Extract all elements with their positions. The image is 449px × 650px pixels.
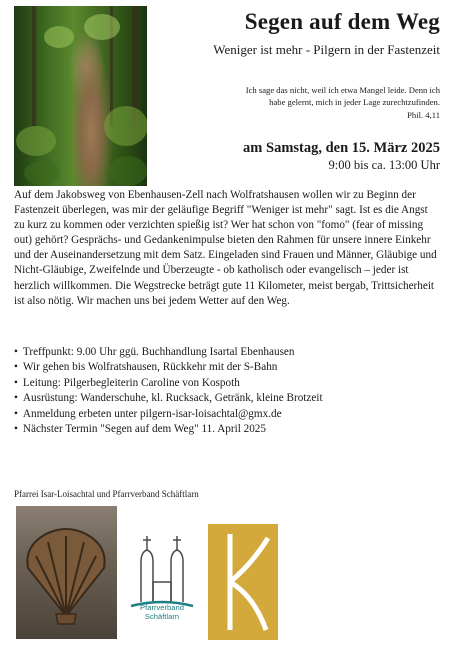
detail-route: • Wir gehen bis Wolfratshausen, Rückkehr mit der S-Bahn (14, 360, 440, 375)
detail-registration[interactable]: • Anmeldung erbeten unter pilgern-isar-loisachtal@gmx.de (14, 407, 440, 422)
forest-path-photo (14, 6, 147, 186)
quote-line: Ich sage das nicht, weil ich etwa Mangel leide. Denn ich (245, 85, 440, 95)
detail-meeting-point: • Treffpunkt: 9.00 Uhr ggü. Buchhandlung Isartal Ebenhausen (14, 345, 440, 360)
parish-line: Pfarrei Isar-Loisachtal und Pfarrverband Schäftlarn (14, 489, 199, 499)
scallop-shell-icon (16, 506, 117, 639)
quote-line: habe gelernt, mich in jeder Lage zurechtzufinden. (269, 97, 440, 107)
description-paragraph: Auf dem Jakobsweg von Ebenhausen-Zell nach Wolfratshausen wollen wir zu Beginn der Fastenzeit überlegen, was mir der geläufige Begriff "Weniger ist mehr" sagt. Ist es die Angst zu kurz zu kommen oder verzichten spießig ist? Wer hat schon von "fomo" (fear of missing out) gehört? Gesprächs- und Gedankenimpulse bieten den Rahmen für unsere innere Einkehr und der Auseinandersetzung mit dem Satz. Eingeladen sind Frauen und Männer, Gläubige und Nicht-Gläubige, Zweifelnde und Überzeugte - ob katholisch oder evangelisch – jeder ist herzlich willkommen. Die Wegstrecke beträgt gute 11 Kilometer, meist bergab, Trittsicherheit ist also nötig. Wir machen uns bei jedem Wetter auf den Weg. (14, 189, 437, 307)
detail-equipment: • Ausrüstung: Wanderschuhe, kl. Rucksack, Getränk, kleine Brotzeit (14, 391, 440, 406)
event-time: 9:00 bis ca. 13:00 Uhr (328, 158, 440, 172)
parish-logo-icon (208, 524, 278, 640)
detail-next-date: • Nächster Termin "Segen auf dem Weg" 11. April 2025 (14, 422, 440, 437)
quote-reference: Phil. 4,11 (407, 110, 440, 120)
details-list (14, 345, 440, 437)
page-subtitle: Weniger ist mehr - Pilgern in der Fastenzeit (213, 42, 440, 57)
page-title: Segen auf dem Weg (244, 9, 440, 34)
logo-line: Schäftlarn (144, 612, 180, 621)
pfarrverband-logo-text (127, 603, 197, 621)
logo-line: Pfarrverband (140, 603, 184, 612)
bible-quote (160, 84, 440, 108)
detail-leader: • Leitung: Pilgerbegleiterin Caroline von Kospoth (14, 376, 440, 391)
scallop-shell-photo (16, 506, 117, 639)
event-date: am Samstag, den 15. März 2025 (243, 140, 440, 156)
